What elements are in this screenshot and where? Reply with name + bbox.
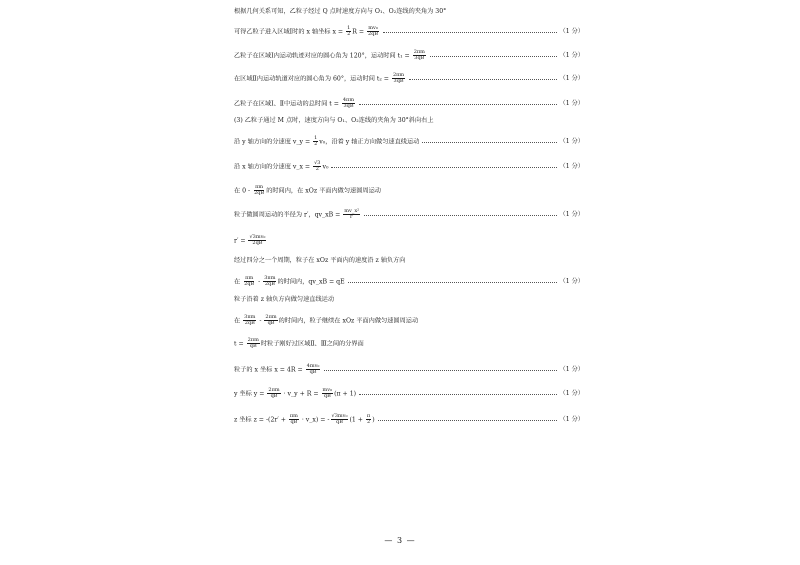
fraction	[289, 414, 299, 426]
fraction-denominator: qB	[309, 369, 317, 376]
score-label: （1 分）	[559, 99, 584, 107]
solution-line-16	[234, 338, 584, 350]
text-run: v₀，沿着 y 轴正方向做匀速直线运动	[319, 138, 420, 146]
text-run: 可得乙粒子进入区域Ⅰ时的 x 轴坐标 x =	[234, 28, 346, 36]
text-run: )	[372, 416, 375, 424]
fraction	[243, 276, 255, 288]
text-run: 沿 y 轴方向的分速度 v_y =	[234, 138, 313, 146]
dot-leader	[359, 103, 556, 105]
fraction-denominator: 2qB	[254, 190, 265, 197]
solution-line-2	[234, 26, 584, 38]
fraction	[306, 364, 321, 376]
solution-line-10	[234, 209, 584, 221]
text-run: 在 0 -	[234, 187, 253, 195]
score-label: （1 分）	[559, 277, 584, 285]
fraction	[248, 235, 266, 247]
fraction-denominator: r′	[349, 214, 354, 221]
solution-line-13	[234, 276, 584, 288]
fraction-denominator: qB	[323, 393, 331, 400]
fraction-denominator: 2qB	[368, 31, 379, 38]
fraction-numerator: mv₀	[368, 25, 378, 31]
line-text	[234, 338, 364, 350]
fraction-denominator: qB	[336, 419, 343, 426]
text-run: (π + 1)	[334, 390, 357, 398]
text-run: z 坐标 z = -(2r′ +	[234, 416, 288, 424]
score-label: （1 分）	[559, 74, 584, 82]
text-run: 在	[234, 278, 243, 286]
text-run: (3) 乙粒子通过 M 点时，速度方向与 O₁、O₂连线的夹角为 30°斜向右上	[234, 117, 434, 124]
text-run: -	[256, 278, 263, 286]
fraction	[343, 209, 360, 221]
text-run: 的时间内，qv_xB = qE	[277, 278, 345, 286]
dot-leader	[348, 281, 557, 283]
fraction	[313, 161, 321, 173]
dot-leader	[422, 141, 556, 143]
text-run: v₀	[322, 163, 329, 171]
text-run: 的时间内，在 xOz 平面内做匀速圆周运动	[266, 187, 381, 195]
text-run: (1 +	[349, 416, 365, 424]
fraction	[331, 414, 349, 426]
solution-line-7	[234, 136, 584, 148]
fraction-numerator: √3mv₀	[331, 413, 348, 419]
dot-leader	[331, 166, 556, 168]
fraction-denominator: qB	[290, 419, 298, 426]
line-text	[234, 257, 405, 265]
line-text	[234, 98, 356, 110]
fraction	[267, 388, 280, 400]
fraction-numerator: 2πm	[247, 337, 259, 343]
text-run: y 坐标 y =	[234, 390, 267, 398]
fraction-denominator: 2qB	[244, 281, 255, 288]
fraction	[366, 414, 371, 426]
text-run: 的时间内，粒子继续在 xOz 平面内做匀速圆周运动	[278, 317, 419, 325]
line-text	[234, 209, 361, 221]
text-run: R =	[352, 28, 367, 36]
line-text	[234, 8, 446, 16]
dot-leader	[378, 419, 557, 421]
line-text	[234, 296, 334, 304]
text-run: 在区域Ⅱ内运动轨道对应的圆心角为 60°，运动时间 t₂ =	[234, 75, 391, 83]
fraction-numerator: 1	[314, 135, 318, 141]
fraction	[392, 73, 405, 85]
fraction	[322, 388, 334, 400]
solution-line-19	[234, 414, 584, 426]
line-text	[234, 73, 406, 85]
fraction-numerator: πm	[289, 413, 298, 419]
dot-leader	[430, 55, 557, 57]
line-text	[234, 136, 419, 148]
score-label: （1 分）	[559, 27, 584, 35]
text-run: -	[257, 317, 264, 325]
solution-line-8	[234, 161, 584, 173]
solution-line-6	[234, 117, 584, 125]
fraction-denominator: 3qB	[343, 103, 354, 110]
fraction-numerator: 4mv₀	[306, 363, 320, 369]
fraction-denominator: 3qB	[393, 78, 404, 85]
solution-line-11	[234, 235, 584, 247]
fraction	[263, 276, 276, 288]
solution-line-4	[234, 73, 584, 85]
fraction-numerator: 2πm	[268, 387, 280, 393]
line-text	[234, 276, 345, 288]
score-label: （1 分）	[559, 415, 584, 423]
line-text	[234, 315, 418, 327]
text-run: 粒子做圆周运动的半径为 r′，qv_xB =	[234, 211, 343, 219]
score-label: （1 分）	[559, 365, 584, 373]
solution-line-18	[234, 388, 584, 400]
text-run: · v_y + R =	[281, 390, 321, 398]
line-text	[234, 26, 380, 38]
fraction-numerator: mv₀	[322, 387, 333, 393]
text-run: t =	[234, 340, 246, 348]
fraction-numerator: mv_x²	[344, 208, 360, 214]
fraction	[313, 136, 318, 148]
fraction	[253, 185, 265, 197]
text-run: 在	[234, 317, 243, 325]
text-run: 沿 x 轴方向的分速度 v_x =	[234, 163, 313, 171]
line-text	[234, 235, 267, 247]
fraction-numerator: 1	[347, 25, 351, 31]
fraction-denominator: 2qB	[244, 320, 255, 327]
dot-leader	[409, 78, 556, 80]
solution-line-1	[234, 8, 584, 16]
page-number: — 3 —	[384, 536, 416, 545]
fraction-numerator: 2πm	[392, 72, 405, 78]
fraction-denominator: qB	[267, 320, 275, 327]
text-run: 经过四分之一个周期，粒子在 xOz 平面内的速度沿 z 轴负方向	[234, 257, 406, 264]
line-text	[234, 388, 356, 400]
fraction	[247, 338, 260, 350]
solution-line-12	[234, 257, 584, 265]
dot-leader	[383, 31, 556, 33]
fraction-denominator: 3qB	[414, 55, 425, 62]
fraction-denominator: qB	[249, 343, 257, 350]
fraction-numerator: 3πm	[244, 314, 256, 320]
fraction-denominator: 2qB	[252, 240, 263, 247]
fraction-denominator: 2	[366, 419, 371, 426]
fraction-numerator: πm	[255, 184, 264, 190]
line-text	[234, 161, 328, 173]
fraction	[243, 315, 256, 327]
line-text	[234, 50, 427, 62]
fraction-numerator: 4πm	[342, 97, 355, 103]
fraction-numerator: π	[366, 413, 371, 419]
text-run: 粒子沿着 z 轴负方向做匀速直线运动	[234, 296, 335, 303]
text-run: 时粒子刚好过区域Ⅱ、Ⅲ之间的分界面	[260, 340, 364, 348]
score-label: （1 分）	[559, 389, 584, 397]
line-text	[234, 185, 381, 197]
score-label: （1 分）	[559, 162, 584, 170]
dot-leader	[359, 393, 556, 395]
fraction-numerator: 2πm	[265, 314, 277, 320]
fraction	[413, 50, 426, 62]
fraction-numerator: 2πm	[413, 49, 425, 55]
dot-leader	[364, 214, 556, 216]
line-text	[234, 364, 321, 376]
fraction	[367, 26, 379, 38]
text-run: 粒子的 x 坐标 x = 4R =	[234, 366, 305, 374]
fraction-denominator: 2	[315, 166, 319, 173]
text-run: 乙粒子在区域Ⅰ内运动轨迹对应的圆心角为 120°，运动时间 t₁ =	[234, 52, 412, 60]
text-run: 乙粒子在区域Ⅰ、Ⅱ中运动的总时间 t =	[234, 100, 341, 108]
text-run: 根据几何关系可知，乙粒子经过 Q 点时速度方向与 O₁、O₂连线的夹角为 30°	[234, 8, 447, 15]
fraction	[346, 26, 351, 38]
score-label: （1 分）	[559, 51, 584, 59]
solution-line-15	[234, 315, 584, 327]
solution-line-14	[234, 296, 584, 304]
line-text	[234, 117, 434, 125]
score-label: （1 分）	[559, 210, 584, 218]
fraction-numerator: πm	[245, 275, 254, 281]
solution-line-3	[234, 50, 584, 62]
fraction-denominator: 2qB	[264, 281, 275, 288]
text-run: · v_x) = -	[299, 416, 330, 424]
fraction	[342, 98, 355, 110]
fraction-numerator: 3πm	[264, 275, 276, 281]
fraction-numerator: √3	[314, 160, 321, 166]
dot-leader	[324, 369, 556, 371]
solution-line-17	[234, 364, 584, 376]
fraction	[264, 315, 277, 327]
score-label: （1 分）	[559, 137, 584, 145]
fraction-denominator: qB	[270, 393, 278, 400]
fraction-numerator: √3mv₀	[249, 234, 266, 240]
line-text	[234, 414, 375, 426]
fraction-denominator: 2	[347, 31, 351, 38]
fraction-denominator: 2	[314, 141, 318, 148]
text-run: r′ =	[234, 237, 248, 245]
solution-line-9	[234, 185, 584, 197]
solution-line-5	[234, 98, 584, 110]
